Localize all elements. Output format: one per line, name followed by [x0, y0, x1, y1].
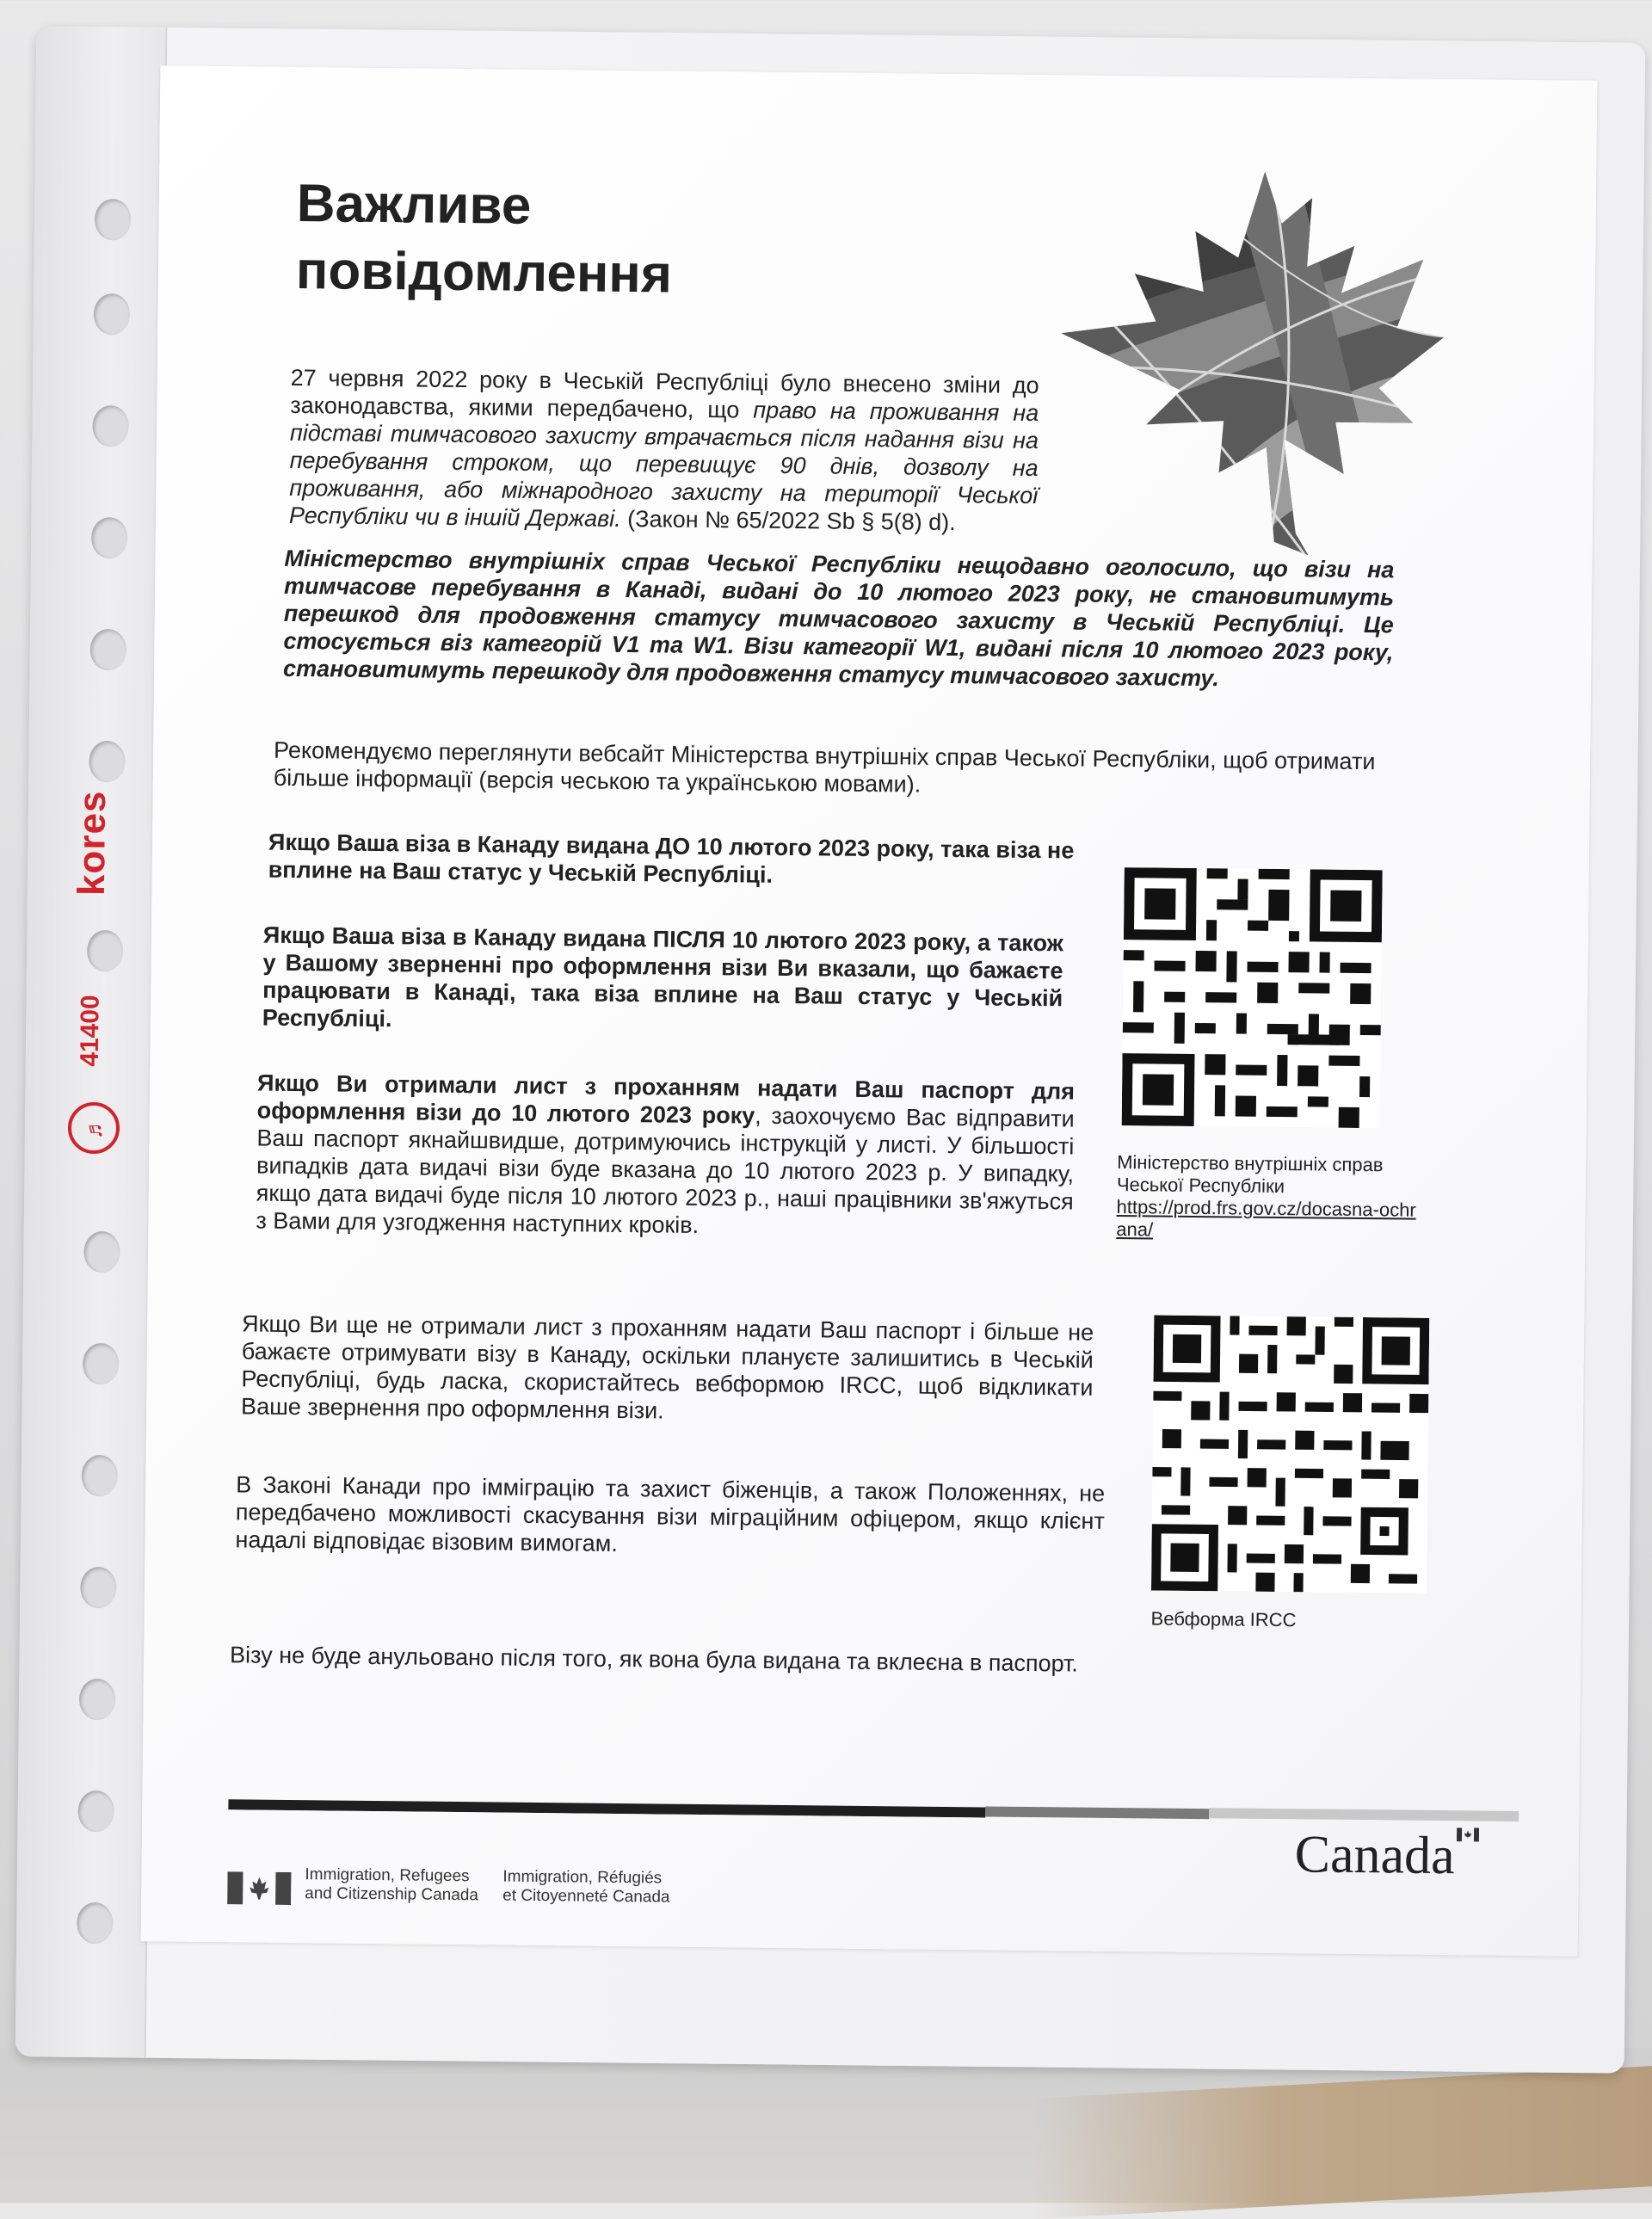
paragraph-withdraw-application: Якщо Ви ще не отримали лист з проханням надати Ваш паспорт і більше не бажаєте отримувати візу в Канаду, оскільки плануєте залишитись в Чеській Республіці, будь ласка, скористайтесь вебформою IRCC, щоб відкликати Ваше звернення про оформлення візи. — [240, 1310, 1094, 1424]
footer-divider — [228, 1796, 1519, 1823]
punch-hole — [80, 1567, 117, 1608]
punch-hole — [95, 199, 132, 240]
paragraph-recommendation: Рекомендуємо переглянути вебсайт Міністерства внутрішніх справ Чеської Республіки, щоб отримати більше інформації (версія чеською та українською мовами). — [273, 737, 1376, 798]
paragraph-visa-after: Якщо Ваша віза в Канаду видана ПІСЛЯ 10 лютого 2023 року, а також у Вашому зверненні про оформлення візи Ви вказали, що бажаєте працювати в Канаді, така віза вплине на Ваш статус у Чеській Республіці. — [262, 922, 1063, 1032]
paragraph-visa-before: Якщо Ваша віза в Канаду видана ДО 10 лютого 2023 року, така віза не вплине на Ваш статус у Чеській Республіці. — [268, 829, 1075, 888]
paragraph-law-change-italic: право на проживання на підставі тимчасового захисту втрачається після надання візи на перебування строком, що перевищує 90 днів, дозволу на проживання, або міжнародного захисту на території Чеської Республіки чи в іншій Державі. — [288, 397, 1039, 532]
punch-hole — [94, 293, 131, 335]
punch-hole — [87, 930, 124, 971]
punch-hole — [79, 1679, 116, 1720]
footer-ircc-english: Immigration, Refugees and Citizenship Canada — [305, 1865, 479, 1905]
canada-wordmark: Canada — [1294, 1825, 1456, 1886]
binder-product-code: 41400 — [75, 995, 105, 1067]
binder-brand-name: kores — [70, 790, 114, 897]
paragraph-passport-request-body: , заохочуємо Вас відправити Ваш паспорт якнайшвидше, дотримуючись інструкцій у листі. У більшості випадків дата видачі візи буде вказана до 10 лютого 2023 р. У випадку, якщо дата видачі буде після 10 лютого 2023 р., наші працівники зв'яжуться з Вами для узгодження наступних кроків. — [256, 1102, 1075, 1238]
qr-ircc-caption: Вебформа IRCC — [1150, 1607, 1297, 1631]
footer-ircc-french: Immigration, Réfugiés et Citoyenneté Canada — [502, 1867, 670, 1907]
paragraph-ministry-announcement: Міністерство внутрішніх справ Чеської Республіки нещодавно оголосило, що візи на тимчасове перебування в Канаді, видані до 10 лютого 2023 року, не становитимуть перешкод для продовження статусу тимчасового захисту в Чеській Республіці. Це стосується віз категорій V1 та W1. Візи категорії W1, видані після 10 лютого 2023 року, становитимуть перешкоду для продовження статусу тимчасового захисту. — [282, 545, 1395, 692]
paragraph-law-change — [289, 364, 1039, 537]
punch-hole — [89, 741, 126, 782]
paragraph-passport-request — [256, 1069, 1075, 1243]
qr-code-ministry[interactable] — [1122, 867, 1383, 1128]
paragraph-visa-not-annulled: Візу не буде анульовано після того, як вона була видана та вклеєна в паспорт. — [229, 1642, 1079, 1677]
qr-ministry-link[interactable]: https://prod.frs.gov.cz/docasna-ochrana/ — [1116, 1196, 1416, 1241]
punch-hole — [77, 1902, 114, 1944]
canada-flag-icon — [227, 1871, 291, 1905]
wordmark-flag-icon — [1457, 1828, 1479, 1841]
punch-hole — [83, 1231, 120, 1273]
qr-ministry-label: Міністерство внутрішніх справ Чеської Республіки — [1116, 1151, 1384, 1198]
page-title: Важливе повідомлення — [295, 173, 673, 305]
punch-hole — [83, 1343, 120, 1384]
notice-page — [141, 65, 1598, 1956]
punch-hole — [82, 1455, 119, 1496]
paragraph-law-change-reference: (Закон № 65/2022 Sb § 5(8) d). — [620, 505, 956, 536]
punch-hole — [92, 405, 129, 447]
paragraph-passport-request-bold: Якщо Ви отримали лист з проханням надати Ваш паспорт для оформлення візи до 10 лютого 2023 року — [256, 1069, 1076, 1129]
maple-leaf-icon — [1051, 161, 1459, 561]
paragraph-law-no-cancel: В Законі Канади про імміграцію та захист біженців, а також Положеннях, не передбачено можливості скасування візи міграційним офіцером, якщо клієнт надалі відповідає візовим вимогам. — [235, 1471, 1106, 1556]
punch-hole — [91, 517, 128, 558]
binder-brand-logo-icon: ♬ — [68, 1102, 120, 1155]
qr-code-ircc-webform[interactable] — [1151, 1315, 1429, 1593]
punch-hole — [77, 1791, 114, 1832]
qr-ministry-caption — [1116, 1151, 1427, 1244]
punch-hole — [90, 629, 127, 670]
paragraph-law-change-intro: 27 червня 2022 року в Чеській Республіці було внесено зміни до законодавства, якими передбачено, що — [290, 364, 1039, 423]
